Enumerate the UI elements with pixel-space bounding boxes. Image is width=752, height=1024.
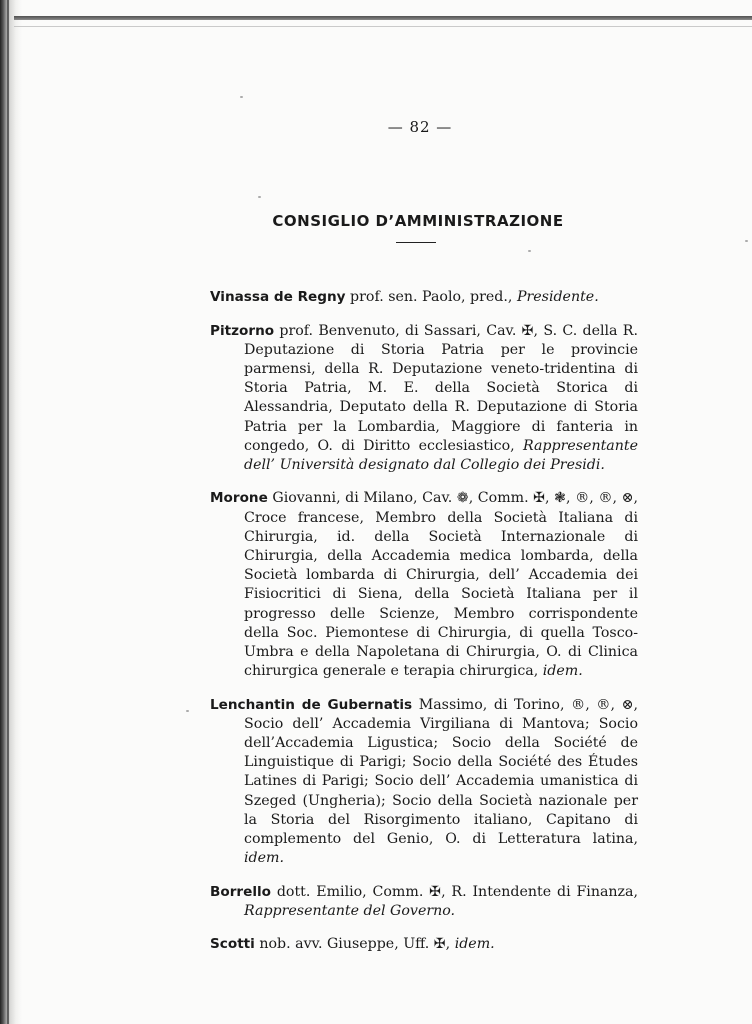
binding-edge: [0, 0, 22, 1024]
section-title: CONSIGLIO D’AMMINISTRAZIONE: [272, 212, 564, 230]
title-underline: [396, 242, 436, 243]
member-details: prof. Benvenuto, di Sassari, Cav. ✠, S. C. della R. Deputazione di Storia Patria per le provincie parmensi, della R. Deputazione veneto-tridentina di Storia Patria, M. E. della Società Storica di Alessandria, Deputato della R. Deputazione di Storia Patria per la Lombardia, Maggiore di fanteria in congedo, O. di Diritto ecclesiastico,: [244, 322, 638, 454]
member-name: Pitzorno: [210, 322, 275, 339]
scan-speck: [745, 240, 748, 242]
member-entry: [210, 322, 638, 476]
member-details: Giovanni, di Milano, Cav. ❁, Comm. ✠, ❃, ®, ®, ⊗, Croce francese, Membro della Società Italiana di Chirurgia, id. della Società Internazionale di Chirurgia, della Accademia medica lombarda, della Società lombarda di Chirurgia, dell’ Accademia dei Fisiocritici di Siena, della Società Italiana per il progresso delle Scienze, Membro corrispondente della Soc. Piemontese di Chirurgia, di quella Tosco-Umbra e della Napoletana di Chirurgia, O. di Clinica chirurgica generale e terapia chirurgica,: [244, 490, 638, 680]
member-role: idem.: [542, 663, 583, 680]
member-list: [210, 274, 638, 964]
scan-speck: [528, 250, 531, 252]
member-name: Borrello: [210, 883, 271, 900]
member-details: dott. Emilio, Comm. ✠, R. Intendente di Finanza,: [271, 883, 638, 900]
member-name: Scotti: [210, 936, 255, 953]
binding-line: [7, 0, 9, 1024]
scan-speck: [186, 710, 189, 712]
top-border-thin: [14, 26, 752, 27]
top-border: [14, 16, 752, 20]
member-details: prof. sen. Paolo, pred.,: [345, 289, 517, 306]
member-details: nob. avv. Giuseppe, Uff. ✠,: [254, 936, 455, 953]
member-name: Lenchantin de Gubernatis: [210, 696, 413, 713]
member-name: Vinassa de Regny: [210, 289, 346, 306]
member-role: Rappresentante del Governo.: [244, 902, 456, 919]
member-role: idem.: [454, 936, 495, 953]
member-role: Rappresentante dell’ Università designato dal Collegio dei Presidi.: [244, 437, 638, 473]
member-entry: [210, 288, 638, 307]
page-number: — 82 —: [387, 118, 453, 136]
scan-speck: [258, 196, 261, 198]
member-role: idem.: [244, 850, 284, 867]
member-entry: [210, 935, 638, 954]
member-role: Presidente.: [516, 289, 599, 306]
member-details: Massimo, di Torino, ®, ®, ⊗, Socio dell’ Accademia Virgiliana di Mantova; Socio dell’Accademia Ligustica; Socio della Société de Linguistique di Parigi; Socio della Société des Études Latines di Parigi; Socio dell’ Accademia umanistica di Szeged (Ungheria); Socio della Società nazionale per la Storia del Risorgimento italiano, Capitano di complemento del Genio, O. di Letteratura latina,: [244, 696, 638, 848]
member-entry: [210, 696, 638, 869]
member-entry: [210, 489, 638, 681]
scan-speck: [240, 96, 243, 98]
member-entry: [210, 883, 638, 921]
member-name: Morone: [210, 490, 268, 507]
